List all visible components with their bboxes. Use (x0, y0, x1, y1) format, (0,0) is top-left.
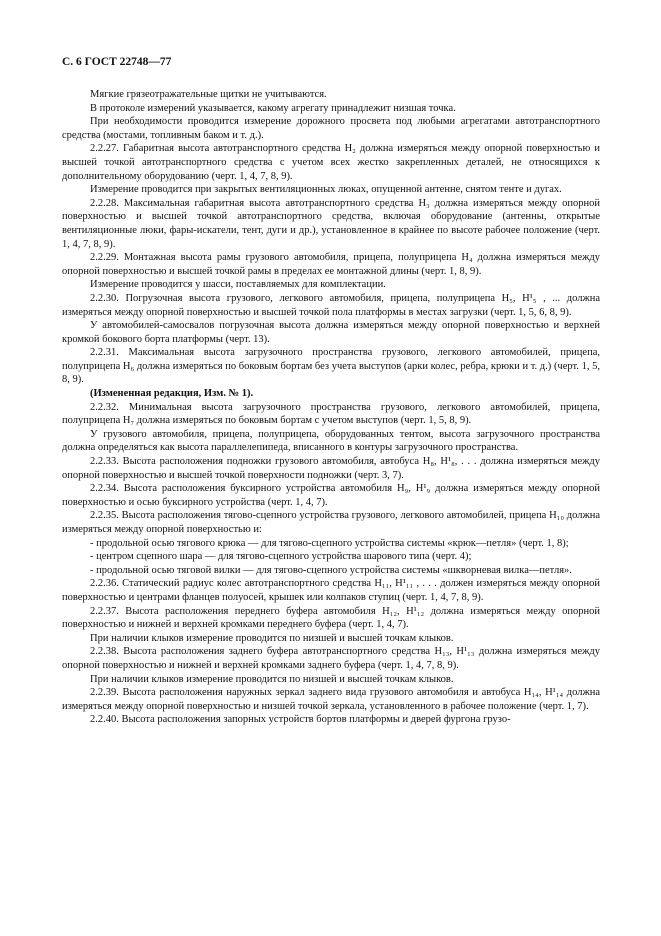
paragraph: Измерение проводится при закрытых вентиляционных люках, опущенной антенне, снятом тенте и дугах. (90, 184, 562, 196)
list-item: - продольной осью тягового крюка — для тягово-сцепного устройства системы «крюк—петля» (черт. 1, 8); (90, 537, 569, 549)
paragraph: 2.2.37. Высота расположения переднего буфера автомобиля H₁₂, H¹₁₂ должна измеряться между опорной поверхностью и нижней и верхней кромками переднего буфера (черт. 1, 4, 7). (62, 605, 600, 631)
list-item: - центром сцепного шара — для тягово-сцепного устройства шарового типа (черт. 4); (90, 551, 472, 563)
paragraph: 2.2.28. Максимальная габаритная высота автотранспортного средства H₃ должна измеряться между опорной поверхностью и высшей точкой автотранспортного средства, включая оборудование (антенны, открытые вентиляционные люки, фары-искатели, тент, дуги и др.), установленное в крайнее по высоте рабочее положение (черт. 1, 4, 7, 8, 9). (62, 197, 600, 250)
paragraph: 2.2.29. Монтажная высота рамы грузового автомобиля, прицепа, полуприцепа H₄ должна измеряться между опорной поверхностью и высшей точкой рамы в пределах ее монтажной длины (черт. 1, 8, 9). (62, 252, 600, 277)
paragraph: 2.2.38. Высота расположения заднего буфера автотранспортного средства H₁₃, H¹₁₃ должна измеряться между опорной поверхностью и нижней и верхней кромками заднего буфера (черт. 1, 4, 7, 8, 9). (62, 646, 600, 671)
paragraph: 2.2.31. Максимальная высота загрузочного пространства грузового, легкового автомобилей, прицепа, полуприцепа H₆ должна измеряться по боковым бортам без учета выступов (арки колес, ребра, крюки и т. д.) (черт. 1, 5, 8, 9). (62, 347, 600, 386)
amendment-note: (Измененная редакция, Изм. № 1). (90, 388, 254, 400)
paragraph: При необходимости проводится измерение дорожного просвета под любыми агрегатами автотранспортного средства (мостами, топливным баком и т. д.). (62, 116, 600, 141)
list-item: - продольной осью тяговой вилки — для тягово-сцепного устройства системы «шкворневая вилка—петля». (90, 564, 572, 576)
paragraph: 2.2.35. Высота расположения тягово-сцепного устройства грузового, легкового автомобилей, прицепа H₁₀ должна измеряться между опорной поверхностью и: (62, 510, 600, 535)
paragraph: 2.2.27. Габаритная высота автотранспортного средства H₂ должна измеряться между опорной поверхностью и высшей точкой автотранспортного средства с учетом всех жестко закрепленных деталей, не относящихся к дополнительному оборудованию (черт. 1, 4, 7, 8, 9). (62, 143, 600, 182)
paragraph: При наличии клыков измерение проводится по низшей и высшей точкам клыков. (90, 673, 454, 685)
paragraph: 2.2.39. Высота расположения наружных зеркал заднего вида грузового автомобиля и автобуса H₁₄, H¹₁₄ должна измеряться между опорной поверхностью и низшей точкой зеркала, установленного в рабочее положение (черт. 1, 7). (62, 687, 600, 712)
document-body (62, 88, 600, 727)
paragraph: Измерение проводится у шасси, поставляемых для комплектации. (90, 279, 386, 291)
paragraph: При наличии клыков измерение проводится по низшей и высшей точкам клыков. (90, 632, 454, 644)
paragraph: В протоколе измерений указывается, какому агрегату принадлежит низшая точка. (90, 102, 456, 114)
paragraph: Мягкие грязеотражательные щитки не учитываются. (90, 89, 327, 100)
paragraph: 2.2.40. Высота расположения запорных устройств бортов платформы и дверей фургона грузо- (90, 714, 511, 726)
page-header: С. 6 ГОСТ 22748—77 (62, 56, 172, 68)
paragraph: У грузового автомобиля, прицепа, полуприцепа, оборудованных тентом, высота загрузочного пространства должна определяться как высота параллелепипеда, вписанного в контуры загрузочного пространства. (62, 428, 600, 454)
paragraph: 2.2.36. Статический радиус колес автотранспортного средства H₁₁, H¹₁₁ , . . . должен измеряться между опорной поверхностью и центрами фланцев полуосей, крышек или колпаков ступиц (черт. 1, 4, 7, 8, 9). (62, 578, 600, 603)
paragraph: 2.2.33. Высота расположения подножки грузового автомобиля, автобуса H₈, H¹₈, . . . должна измеряться между опорной поверхностью и высшей точкой поверхности подножки (черт. 3, 7). (62, 456, 600, 481)
paragraph: 2.2.34. Высота расположения буксирного устройства автомобиля H₉, H¹₉ должна измеряться между опорной поверхностью и осью буксирного устройства (черт. 1, 4, 7). (62, 483, 600, 508)
paragraph: 2.2.32. Минимальная высота загрузочного пространства грузового, легкового автомобилей, прицепа, полуприцепа H₇ должна измеряться по боковым бортам с учетом выступов (черт. 1, 5, 8, 9). (62, 401, 600, 427)
paragraph: 2.2.30. Погрузочная высота грузового, легкового автомобиля, прицепа, полуприцепа H₅, H¹₅ , ... должна измеряться между опорной поверхностью и высшей точкой пола платформы в местах загрузки (черт. 1, 5, 6, 8, 9). (62, 292, 600, 318)
paragraph: У автомобилей-самосвалов погрузочная высота должна измеряться между опорной поверхностью и верхней кромкой бокового борта платформы (черт. 13). (62, 320, 600, 345)
